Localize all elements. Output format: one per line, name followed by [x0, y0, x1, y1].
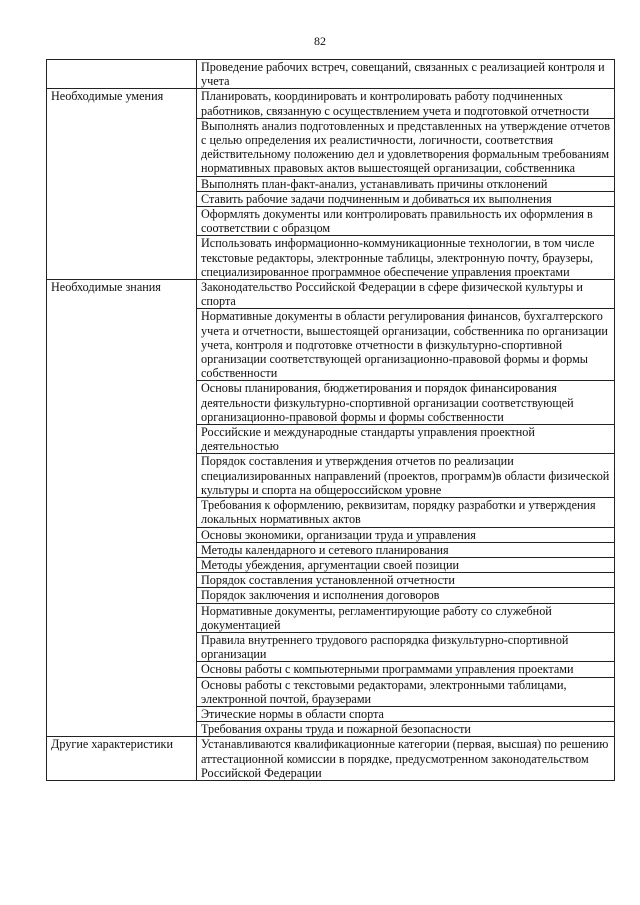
table-row — [47, 89, 615, 118]
row-label-empty — [47, 60, 197, 89]
row-text: Законодательство Российской Федерации в сфере физической культуры и спорта — [197, 280, 615, 309]
row-text: Оформлять документы или контролировать правильность их оформления в соответствии с образцом — [197, 207, 615, 236]
row-text: Проведение рабочих встреч, совещаний, связанных с реализацией контроля и учета — [197, 60, 615, 89]
row-text: Порядок заключения и исполнения договоров — [197, 588, 615, 603]
row-text: Ставить рабочие задачи подчиненным и добиваться их выполнения — [197, 191, 615, 206]
row-text: Порядок составления и утверждения отчетов по реализации специализированных направлений (проектов, программ)в области физической культуры и спорта на общероссийском уровне — [197, 454, 615, 498]
row-text: Устанавливаются квалификационные категории (первая, высшая) по решению аттестационной комиссии в порядке, предусмотренном законодательством Российской Федерации — [197, 737, 615, 781]
row-text: Методы убеждения, аргументации своей позиции — [197, 557, 615, 572]
row-text: Требования охраны труда и пожарной безопасности — [197, 722, 615, 737]
row-text: Основы работы с компьютерными программами управления проектами — [197, 662, 615, 677]
row-label-knowledge: Необходимые знания — [47, 280, 197, 737]
table-row — [47, 737, 615, 781]
row-text: Нормативные документы, регламентирующие работу со служебной документацией — [197, 603, 615, 632]
page-number: 82 — [314, 34, 326, 48]
row-text: Требования к оформлению, реквизитам, порядку разработки и утверждения локальных нормативных актов — [197, 498, 615, 527]
row-text: Выполнять анализ подготовленных и представленных на утверждение отчетов с целью определения их реалистичности, логичности, соответствия действительному положению дел и удовлетворения формальным требованиям нормативных правовых актов вышестоящей организации, собственника — [197, 118, 615, 176]
row-text: Основы работы с текстовыми редакторами, электронными таблицами, электронной почтой, браузерами — [197, 677, 615, 706]
row-text: Нормативные документы в области регулирования финансов, бухгалтерского учета и отчетности, вышестоящей организации, собственника по организации учета, контроля и подготовке отчетности в физкультурно-спортивной организации соответствующей организационно-правовой формы и формы собственности — [197, 309, 615, 381]
row-text: Основы планирования, бюджетирования и порядок финансирования деятельности физкультурно-спортивной организации соответствующей организационно-правовой формы и формы собственности — [197, 381, 615, 425]
row-text: Выполнять план-факт-анализ, устанавливать причины отклонений — [197, 176, 615, 191]
row-text: Российские и международные стандарты управления проектной деятельностью — [197, 425, 615, 454]
characteristics-table — [46, 59, 615, 781]
table-row — [47, 60, 615, 89]
row-text: Порядок составления установленной отчетности — [197, 573, 615, 588]
row-label-skills: Необходимые умения — [47, 89, 197, 280]
row-label-other: Другие характеристики — [47, 737, 197, 781]
table-row — [47, 280, 615, 309]
row-text: Этические нормы в области спорта — [197, 706, 615, 721]
row-text: Методы календарного и сетевого планирования — [197, 542, 615, 557]
row-text: Планировать, координировать и контролировать работу подчиненных работников, связанную с осуществлением учета и подготовкой отчетности — [197, 89, 615, 118]
row-text: Основы экономики, организации труда и управления — [197, 527, 615, 542]
row-text: Правила внутреннего трудового распорядка физкультурно-спортивной организации — [197, 632, 615, 661]
row-text: Использовать информационно-коммуникационные технологии, в том числе текстовые редакторы, электронные таблицы, электронную почту, браузеры, специализированное программное обеспечение управления проектами — [197, 236, 615, 280]
